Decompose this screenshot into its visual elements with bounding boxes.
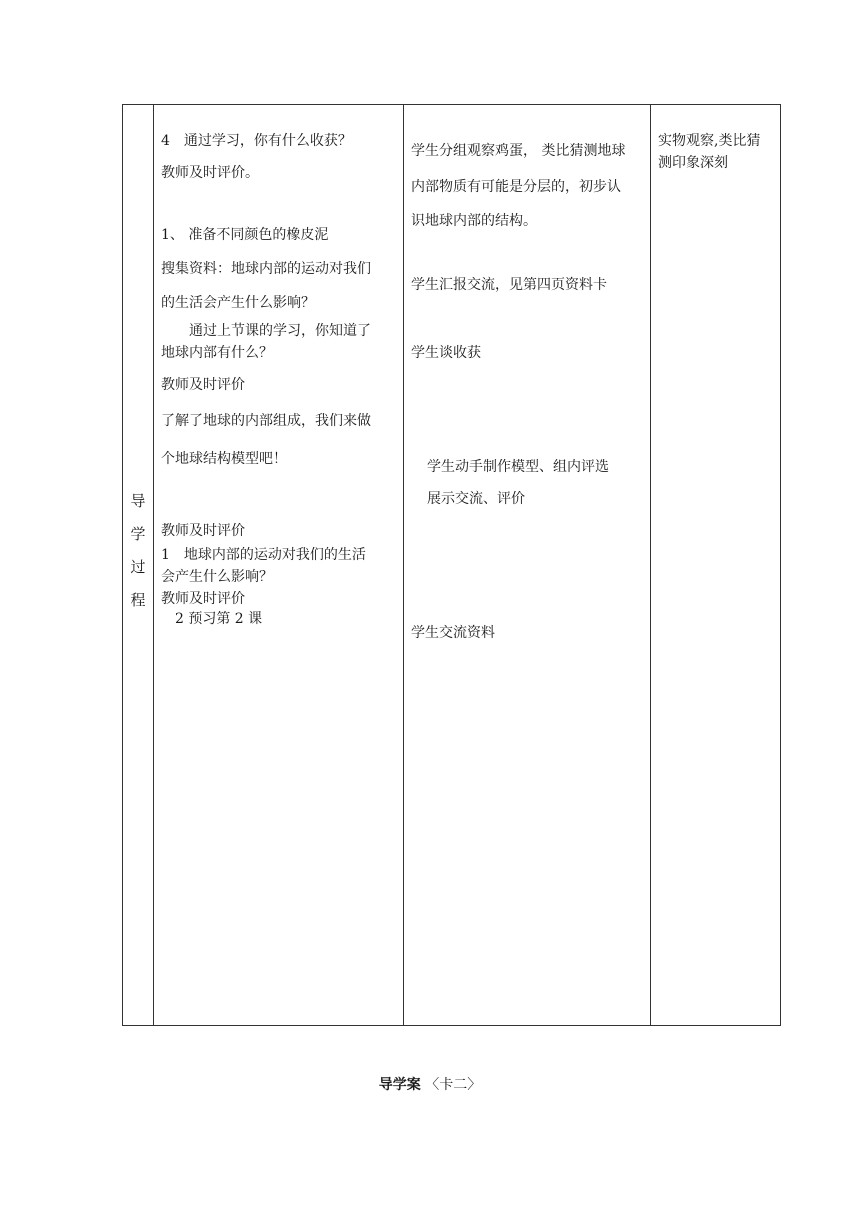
text-line: 学生动手制作模型、组内评选 [427,459,609,475]
page-footer-title [0,1074,860,1094]
text-line: 教师及时评价。 [161,165,259,181]
design-intent-column [658,105,778,1025]
text-line: 学生交流资料 [411,625,495,641]
text-line: 地球内部有什么？ [161,345,273,361]
text-line: 1 地球内部的运动对我们的生活 [161,547,366,563]
teacher-activity-column [161,105,401,1025]
section-label [123,485,153,617]
text-line: 2 预习第 2 课 [161,611,263,627]
text-line: 教师及时评价 [161,523,245,539]
text-line: 学生汇报交流，见第四页资料卡 [411,277,607,293]
text-line: 4 通过学习，你有什么收获？ [161,133,352,149]
text-line: 了解了地球的内部组成，我们来做 [161,413,371,429]
student-activity-column [411,105,647,1025]
text-line: 展示交流、评价 [427,491,525,507]
section-label-char: 导 [130,492,146,510]
text-line: 学生谈收获 [411,345,481,361]
text-line: 搜集资料：地球内部的运动对我们 [161,261,371,277]
text-line: 学生分组观察鸡蛋， 类比猜测地球 [411,143,626,159]
column-divider [153,105,154,1025]
footer-title-bold: 导学案 [378,1077,421,1093]
text-line: 通过上节课的学习，你知道了 [161,323,371,339]
text-line: 教师及时评价 [161,377,245,393]
column-divider [650,105,651,1025]
text-line: 识地球内部的结构。 [411,213,537,229]
text-line: 测印象深刻 [658,155,728,171]
text-line: 个地球结构模型吧！ [161,451,287,467]
text-line: 实物观察,类比猜 [658,133,761,149]
text-line: 的生活会产生什么影响？ [161,295,315,311]
section-label-char: 学 [130,525,146,543]
text-line: 1、 准备不同颜色的橡皮泥 [161,227,329,243]
section-label-char: 程 [130,591,146,609]
text-line: 会产生什么影响？ [161,569,273,585]
text-line: 内部物质有可能是分层的，初步认 [411,179,621,195]
footer-title-suffix: 〈卡二〉 [425,1077,482,1093]
text-line: 教师及时评价 [161,591,245,607]
lesson-table [122,104,781,1026]
column-divider [403,105,404,1025]
section-label-char: 过 [130,558,146,576]
